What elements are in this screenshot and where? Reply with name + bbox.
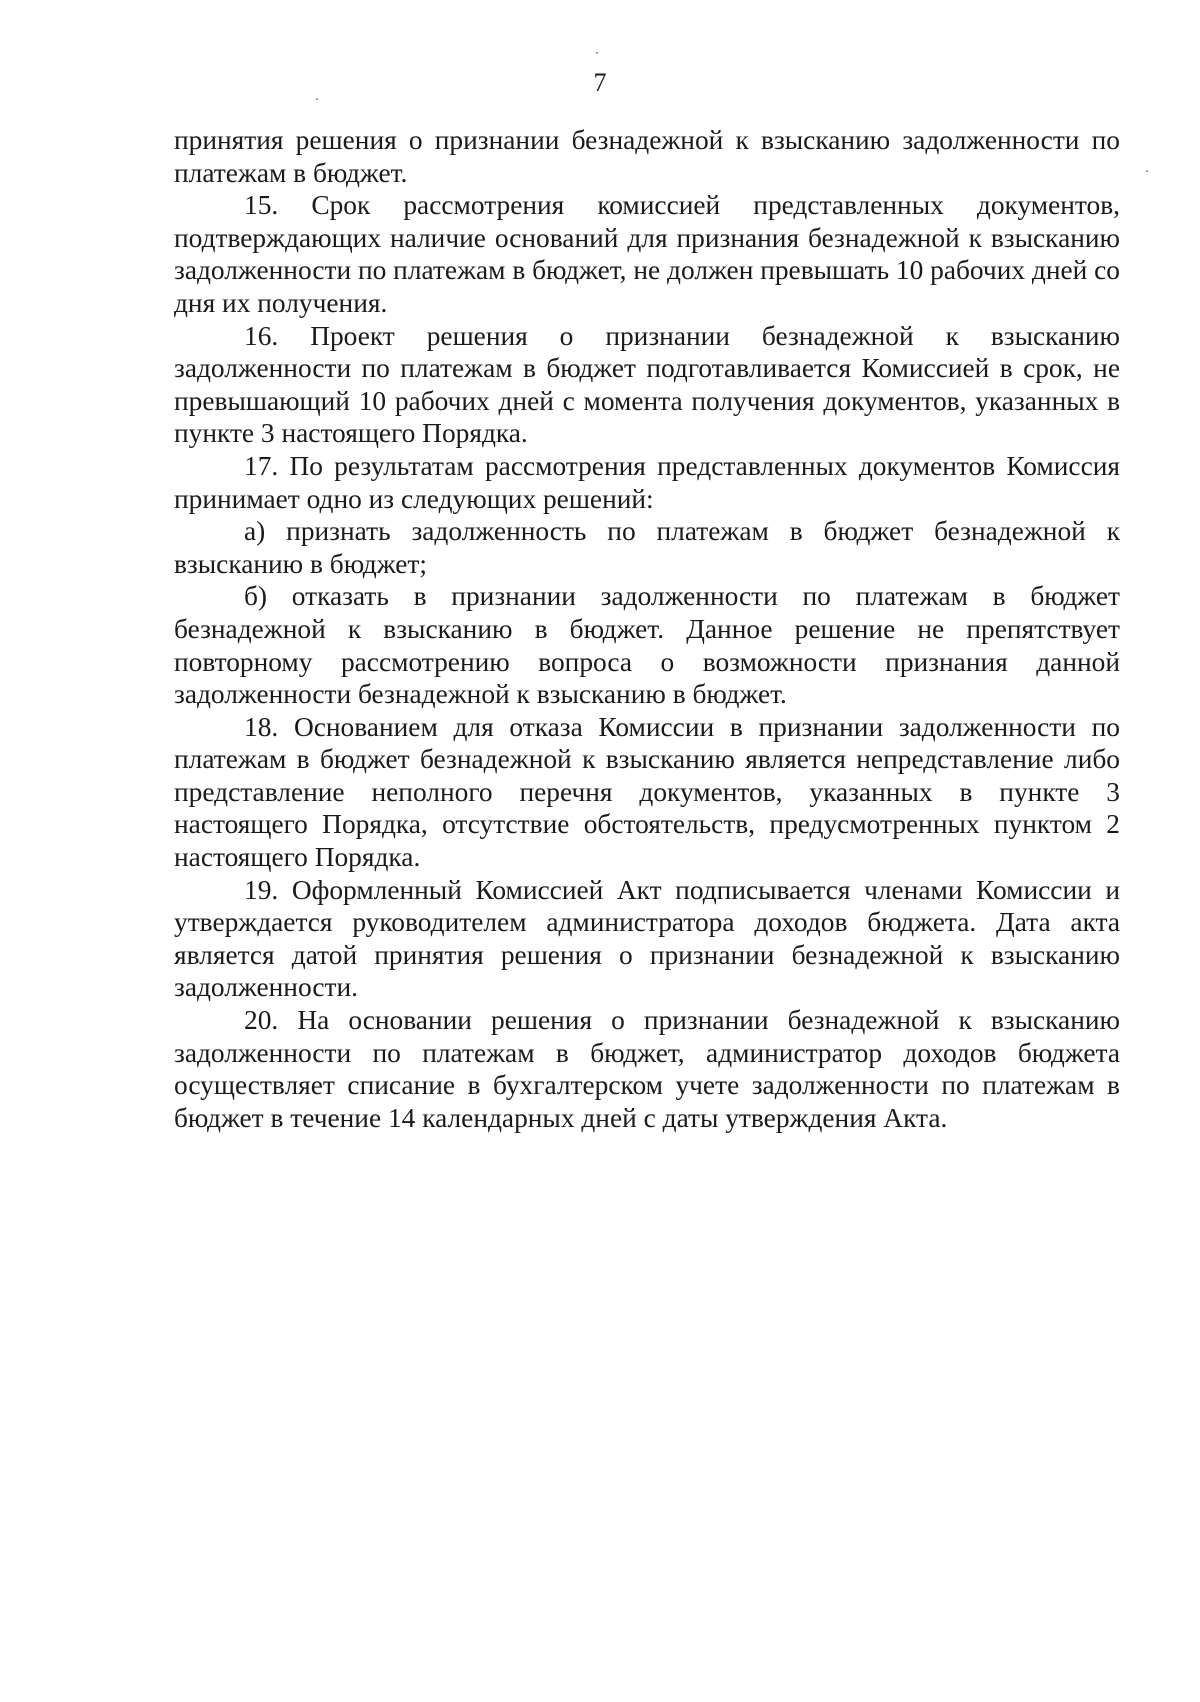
paragraph-16: 16. Проект решения о признании безнадежной к взысканию задолженности по платежам в бюджет подготавливается Комиссией в срок, не превышающий 10 рабочих дней с момента получения документов, указанных в пункте 3 настоящего Порядка.: [174, 320, 1120, 449]
scan-speck: [1146, 170, 1148, 172]
paragraph-17-a: а) признать задолженность по платежам в бюджет безнадежной к взысканию в бюджет;: [174, 516, 1120, 579]
paragraph-18: 18. Основанием для отказа Комиссии в признании задолженности по платежам в бюджет безнадежной к взысканию является непредставление либо представление неполного перечня документов, указанных в пункте 3 настоящего Порядка, отсутствие обстоятельств, предусмотренных пунктом 2 настоящего Порядка.: [174, 711, 1120, 873]
page-number: 7: [593, 68, 607, 97]
scan-speck: [596, 52, 598, 54]
paragraph-15: 15. Срок рассмотрения комиссией представленных документов, подтверждающих наличие оснований для признания безнадежной к взысканию задолженности по платежам в бюджет, не должен превышать 10 рабочих дней со дня их получения.: [174, 190, 1121, 318]
document-body: [174, 124, 1120, 1134]
paragraph-19: 19. Оформленный Комиссией Акт подписывается членами Комиссии и утверждается руководителем администратора доходов бюджета. Дата акта является датой принятия решения о признании безнадежной к взысканию задолженности.: [174, 874, 1120, 1003]
paragraph-17-b: б) отказать в признании задолженности по платежам в бюджет безнадежной к взысканию в бюджет. Данное решение не препятствует повторному рассмотрению вопроса о возможности признания данной задолженности безнадежной к взысканию в бюджет.: [174, 581, 1120, 710]
scan-speck: [316, 98, 318, 100]
paragraph-20: 20. На основании решения о признании безнадежной к взысканию задолженности по платежам в бюджет, администратор доходов бюджета осуществляет списание в бухгалтерском учете задолженности по платежам в бюджет в течение 14 календарных дней с даты утверждения Акта.: [174, 1005, 1120, 1133]
paragraph-continuation: принятия решения о признании безнадежной к взысканию задолженности по платежам в бюджет.: [174, 125, 1120, 188]
paragraph-17: 17. По результатам рассмотрения представленных документов Комиссия принимает одно из следующих решений:: [174, 450, 1120, 514]
